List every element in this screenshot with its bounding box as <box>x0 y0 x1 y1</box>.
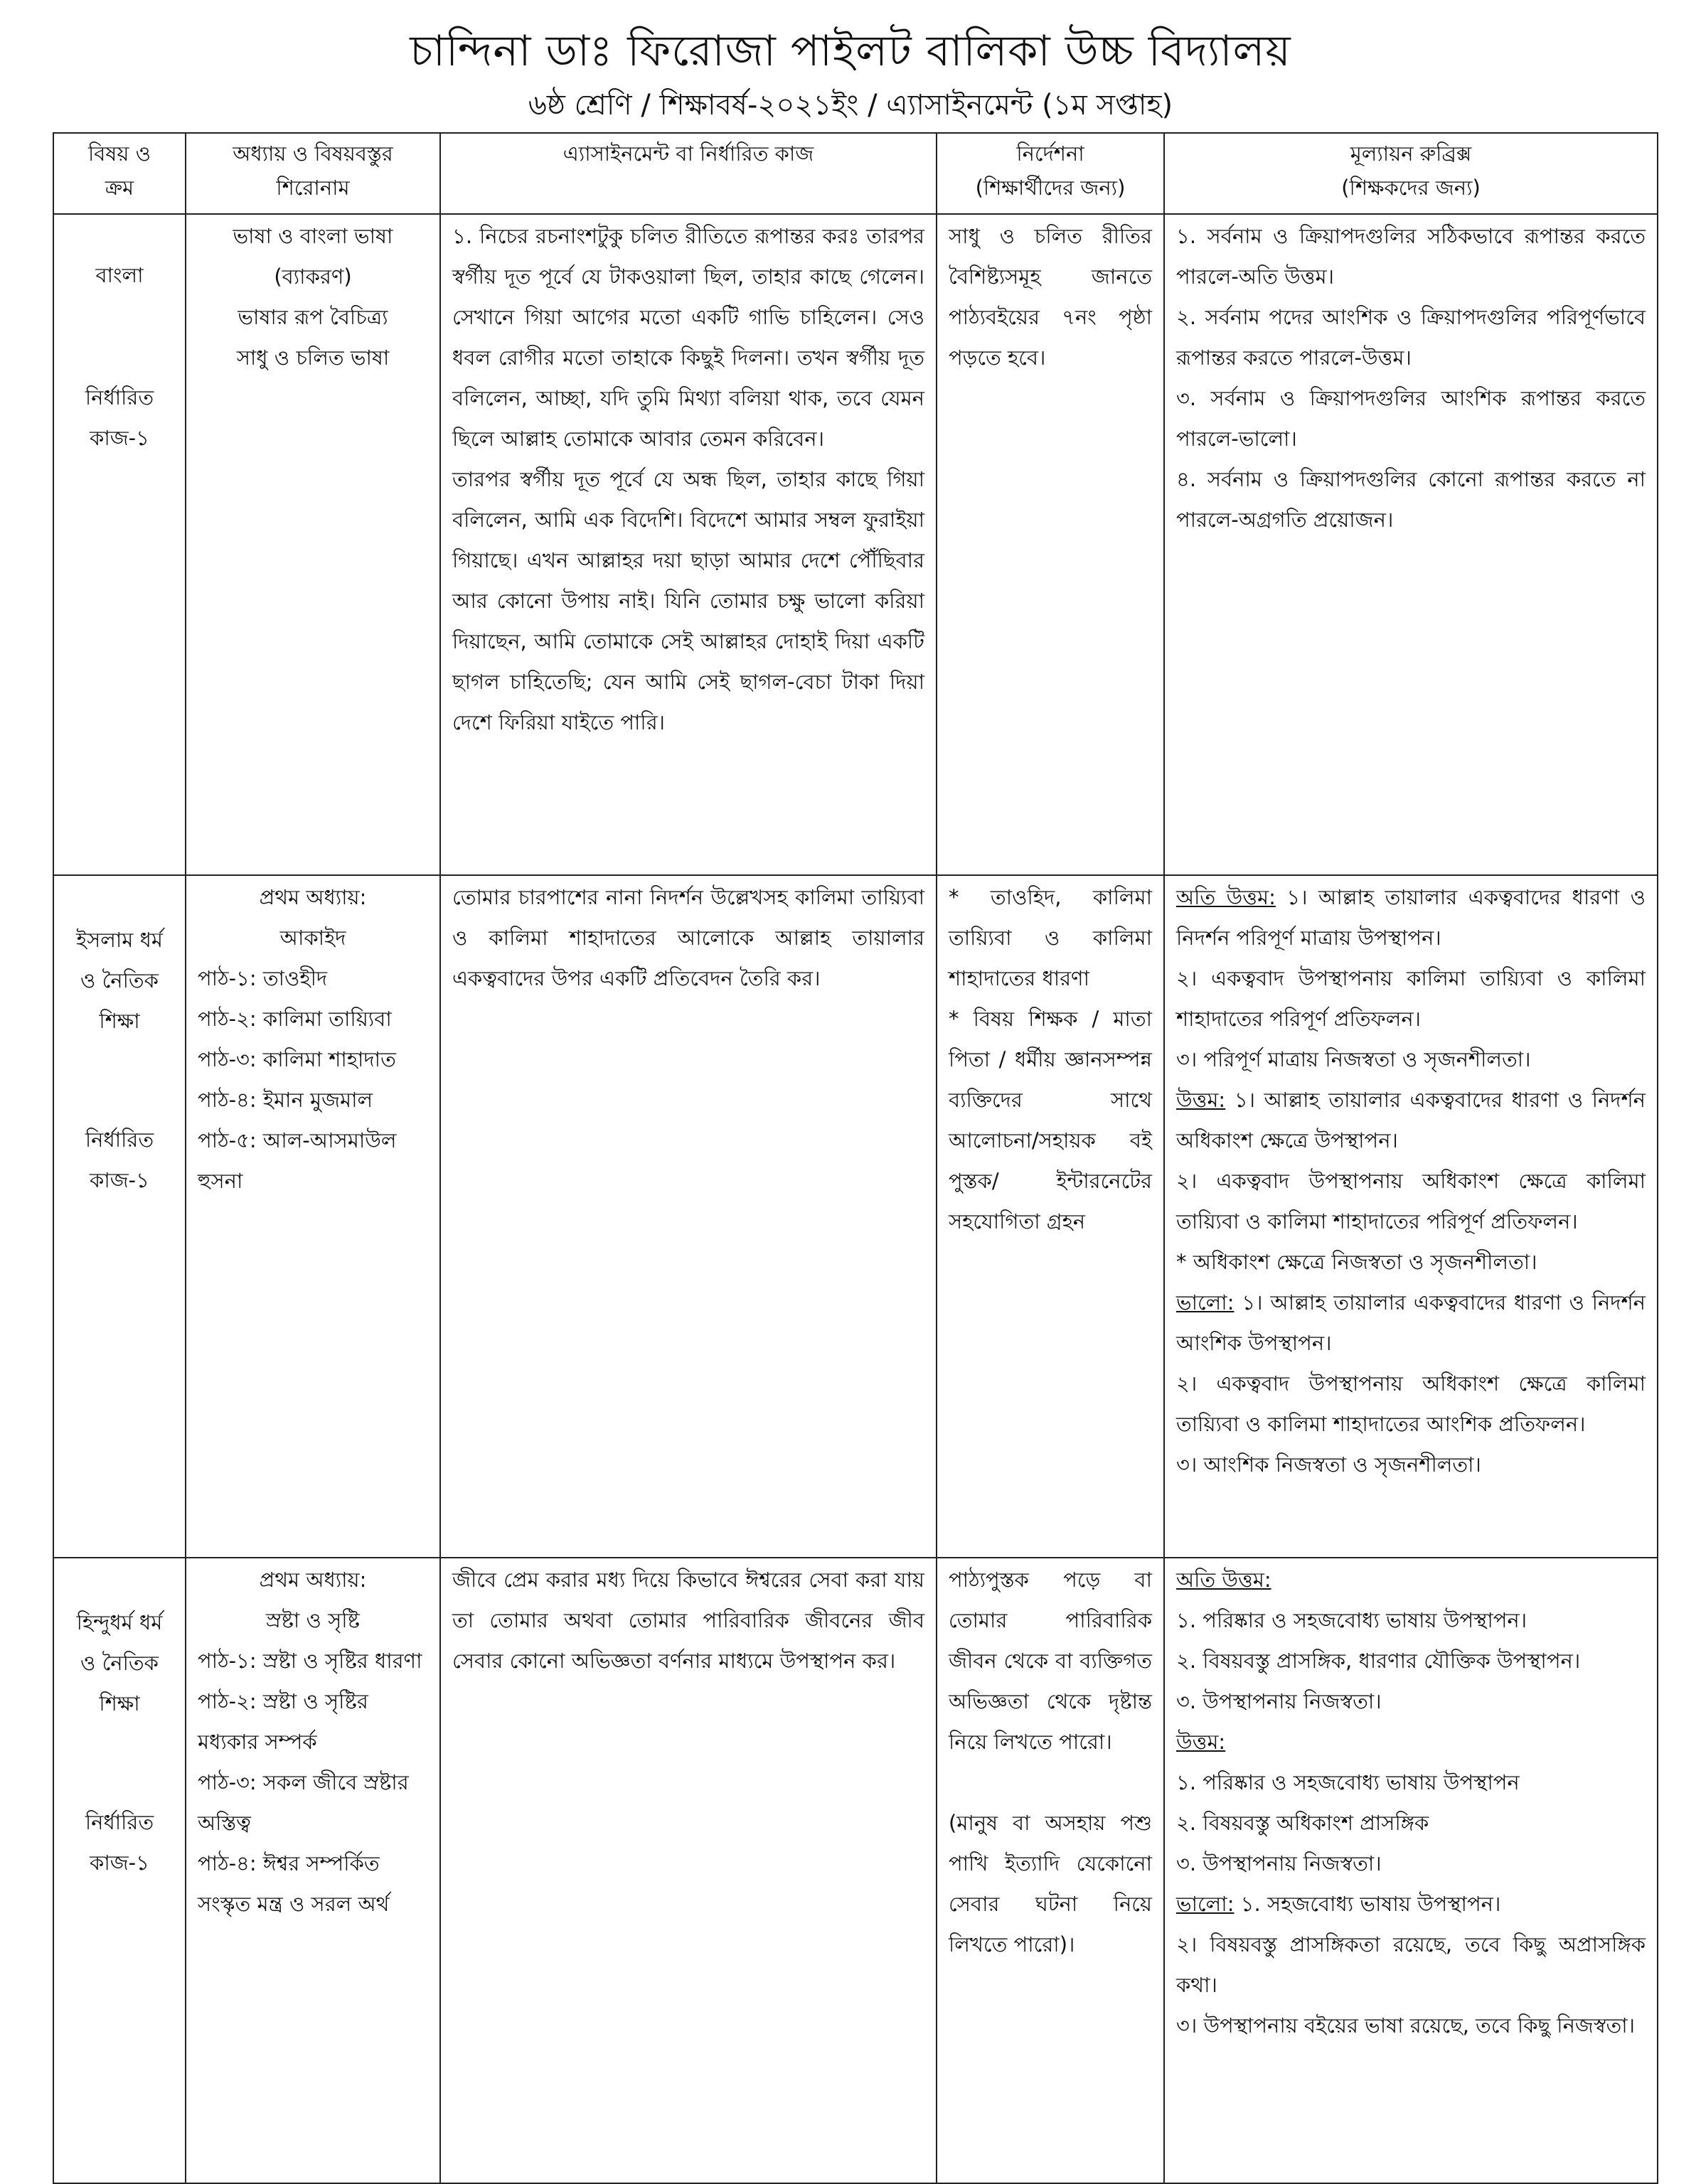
rubric-item: ৩. উপস্থাপনায় নিজস্বতা। <box>1176 1689 1382 1713</box>
chapter-heading: প্রথম অধ্যায়: <box>259 1568 367 1592</box>
table-row-hindu <box>53 1558 1658 2183</box>
task-paragraph: তারপর স্বর্গীয় দূত পূর্বে যে অন্ধ ছিল, তাহার কাছে গিয়া বলিলেন, আমি এক বিদেশি। বিদেশে আমার সম্বল ফুরাইয়া গিয়াছে। এখন আল্লাহর দয়া ছাড়া আমার দেশে পৌঁছিবার আর কোনো উপায় নাই। যিনি তোমার চক্ষু ভালো করিয়া দিয়াছেন, আমি তোমাকে সেই আল্লাহর দোহাই দিয়া একটি ছাগল চাহিতেছি; যেন আমি সেই ছাগল-বেচা টাকা দিয়া দেশে ফিরিয়া যাইতে পারি। <box>452 467 924 734</box>
chapter-cell <box>186 1558 440 2183</box>
chapter-line: (ব্যাকরণ) <box>274 264 352 289</box>
header-chapter-line: শিরোনাম <box>276 176 350 200</box>
header-task-line: এ্যাসাইনমেন্ট বা নির্ধারিত কাজ <box>562 141 814 166</box>
chapter-line: সাধু ও চলিত ভাষা <box>236 346 390 370</box>
task-label-line: নির্ধারিত <box>85 1810 154 1834</box>
instruction-text: সাধু ও চলিত রীতির বৈশিষ্ট্যসমূহ জানতে পাঠ্যবইয়ের ৭নং পৃষ্ঠা পড়তে হবে। <box>949 224 1152 370</box>
rubric-cell <box>1164 214 1658 875</box>
table-header-row <box>53 133 1658 214</box>
instruction-text: * বিষয় শিক্ষক / মাতা পিতা / ধর্মীয় জ্ঞানসম্পন্ন ব্যক্তিদের সাথে আলোচনা/সহায়ক বই পুস্তক/ ইন্টারনেটের সহযোগিতা গ্রহন <box>949 1007 1152 1233</box>
lesson-item: পাঠ-১: তাওহীদ <box>198 966 328 990</box>
subject-name-line: ও নৈতিক <box>80 1651 159 1675</box>
chapter-line: ভাষা ও বাংলা ভাষা <box>233 224 393 248</box>
rubric-item: ২। একত্ববাদ উপস্থাপনায় কালিমা তায়্যিবা ও কালিমা শাহাদাতের পরিপূর্ণ প্রতিফলন। <box>1176 966 1646 1031</box>
subject-name <box>65 920 174 1042</box>
subject-cell <box>53 214 186 875</box>
chapter-heading: স্রষ্টা ও সৃষ্টি <box>266 1608 360 1632</box>
rubric-level-label: উত্তম: <box>1176 1088 1226 1112</box>
rubric-text: ১। আল্লাহ তায়ালার একত্ববাদের ধারণা ও নিদর্শন অধিকাংশ ক্ষেত্রে উপস্থাপন। <box>1176 1088 1646 1152</box>
task-label <box>65 1802 174 1883</box>
rubric-cell <box>1164 875 1658 1558</box>
rubric-item: ২. বিষয়বস্তু প্রাসঙ্গিক, ধারণার যৌক্তিক উপস্থাপন। <box>1176 1649 1581 1673</box>
task-paragraph: জীবে প্রেম করার মধ্য দিয়ে কিভাবে ঈশ্বরের সেবা করা যায় তা তোমার অথবা তোমার পারিবারিক জীবনের জীব সেবার কোনো অভিজ্ঞতা বর্ণনার মাধ্যমে উপস্থাপন কর। <box>452 1568 924 1673</box>
assignment-table <box>53 132 1658 2184</box>
rubric-item: ২। বিষয়বস্তু প্রাসঙ্গিকতা রয়েছে, তবে কিছু অপ্রাসঙ্গিক কথা। <box>1176 1932 1646 1997</box>
header-chapter-line: অধ্যায় ও বিষয়বস্তুর <box>233 141 393 166</box>
table-row-islam <box>53 875 1658 1558</box>
instruction-cell <box>937 1558 1164 2183</box>
lesson-item: পাঠ-৩: সকল জীবে স্রষ্টার অস্তিত্ব <box>198 1770 409 1835</box>
chapter-cell <box>186 875 440 1558</box>
instruction-cell <box>937 875 1164 1558</box>
header-task <box>440 133 937 214</box>
rubric-item: ১. পরিষ্কার ও সহজবোধ্য ভাষায় উপস্থাপন <box>1176 1770 1520 1794</box>
header-instruction <box>937 133 1164 214</box>
lesson-item: পাঠ-২: স্রষ্টা ও সৃষ্টির মধ্যকার সম্পর্ক <box>198 1689 368 1754</box>
header-rubric-line: (শিক্ষকদের জন্য) <box>1341 176 1481 200</box>
task-label-line: কাজ-১ <box>90 1851 149 1875</box>
instruction-text: পাঠ্যপুস্তক পড়ে বা তোমার পারিবারিক জীবন থেকে বা ব্যক্তিগত অভিজ্ঞতা থেকে দৃষ্টান্ত নিয়ে লিখতে পারো। <box>949 1568 1152 1754</box>
header-subject-line: ক্রম <box>105 176 134 200</box>
rubric-item: ৪. সর্বনাম ও ক্রিয়াপদগুলির কোনো রূপান্তর করতে না পারলে-অগ্রগতি প্রয়োজন। <box>1176 467 1646 532</box>
rubric-level-label: ভালো: <box>1176 1290 1235 1315</box>
subject-name-line: শিক্ষা <box>99 1009 140 1033</box>
rubric-item: ৩। পরিপূর্ণ মাত্রায় নিজস্বতা ও সৃজনশীলতা। <box>1176 1047 1531 1071</box>
rubric-item <box>1176 1283 1646 1364</box>
task-label-line: কাজ-১ <box>90 426 149 450</box>
rubric-item: ৩। উপস্থাপনায় বইয়ের ভাষা রয়েছে, তবে কিছু নিজস্বতা। <box>1176 2013 1636 2038</box>
lesson-item: পাঠ-৪: ঈশ্বর সম্পর্কিত সংস্কৃত মন্ত্র ও সরল অর্থ <box>198 1851 390 1916</box>
task-label-line: নির্ধারিত <box>85 1128 154 1152</box>
instruction-text: * তাওহিদ, কালিমা তায়্যিবা ও কালিমা শাহাদাতের ধারণা <box>949 885 1152 990</box>
header-instruction-line: (শিক্ষার্থীদের জন্য) <box>975 176 1126 200</box>
subject-name-line: হিন্দুধর্ম ধর্ম <box>76 1610 163 1634</box>
header-rubric <box>1164 133 1658 214</box>
rubric-text: ১. সহজবোধ্য ভাষায় উপস্থাপন। <box>1234 1892 1501 1916</box>
rubric-item: ২। একত্ববাদ উপস্থাপনায় অধিকাংশ ক্ষেত্রে কালিমা তায়্যিবা ও কালিমা শাহাদাতের আংশিক প্রতিফলন। <box>1176 1371 1646 1436</box>
rubric-level-label: অতি উত্তম: <box>1176 1568 1271 1592</box>
rubric-text: ১। আল্লাহ তায়ালার একত্ববাদের ধারণা ও নিদর্শন আংশিক উপস্থাপন। <box>1176 1290 1646 1355</box>
subject-name-line: ইসলাম ধর্ম <box>76 928 163 952</box>
instruction-text: (মানুষ বা অসহায় পশু পাখি ইত্যাদি যেকোনো সেবার ঘটনা নিয়ে লিখতে পারো)। <box>949 1811 1152 1956</box>
rubric-item: ২. বিষয়বস্তু অধিকাংশ প্রাসঙ্গিক <box>1176 1811 1429 1835</box>
chapter-cell <box>186 214 440 875</box>
task-label <box>65 1120 174 1201</box>
lesson-item: পাঠ-৪: ইমান মুজমাল <box>198 1088 373 1112</box>
task-paragraph: ১. নিচের রচনাংশটুকু চলিত রীতিতে রূপান্তর করঃ তারপর স্বর্গীয় দূত পূর্বে যে টাকওয়ালা ছিল, তাহার কাছে গেলেন। সেখানে গিয়া আগের মতো একটি গাভি চাহিলেন। সেও ধবল রোগীর মতো তাহাকে কিছুই দিলনা। তখন স্বর্গীয় দূত বলিলেন, আচ্ছা, যদি তুমি মিথ্যা বলিয়া থাক, তবে যেমন ছিলে আল্লাহ তোমাকে আবার তেমন করিবেন। <box>452 224 924 451</box>
table-row-bangla <box>53 214 1658 875</box>
instruction-cell <box>937 214 1164 875</box>
rubric-level-label: অতি উত্তম: <box>1176 885 1276 909</box>
lesson-item: পাঠ-২: কালিমা তায়্যিবা <box>198 1007 392 1031</box>
rubric-item: ১. সর্বনাম ও ক্রিয়াপদগুলির সঠিকভাবে রূপান্তর করতে পারলে-অতি উত্তম। <box>1176 224 1646 289</box>
lesson-item: পাঠ-১: স্রষ্টা ও সৃষ্টির ধারণা <box>198 1649 422 1673</box>
rubric-item: ২। একত্ববাদ উপস্থাপনায় অধিকাংশ ক্ষেত্রে কালিমা তায়্যিবা ও কালিমা শাহাদাতের পরিপূর্ণ প্রতিফলন। <box>1176 1169 1646 1233</box>
lesson-item: পাঠ-৫: আল-আসমাউল হুসনা <box>198 1128 397 1193</box>
chapter-heading: আকাইদ <box>279 926 346 950</box>
rubric-item: ৩. সর্বনাম ও ক্রিয়াপদগুলির আংশিক রূপান্তর করতে পারলে-ভালো। <box>1176 386 1646 451</box>
rubric-item <box>1176 877 1646 958</box>
subject-cell <box>53 1558 186 2183</box>
rubric-cell <box>1164 1558 1658 2183</box>
chapter-line: ভাষার রূপ বৈচিত্র্য <box>238 305 388 329</box>
rubric-level-label: ভালো: <box>1176 1892 1235 1916</box>
rubric-item: ১. পরিষ্কার ও সহজবোধ্য ভাষায় উপস্থাপন। <box>1176 1608 1527 1632</box>
rubric-item <box>1176 1884 1646 1925</box>
rubric-item <box>1176 1080 1646 1161</box>
page-subtitle: ৬ষ্ঠ শ্রেণি / শিক্ষাবর্ষ-২০২১ইং / এ্যাসাইনমেন্ট (১ম সপ্তাহ) <box>528 89 1173 122</box>
subject-name-line: ও নৈতিক <box>80 968 159 992</box>
subject-cell <box>53 875 186 1558</box>
header-chapter <box>186 133 440 214</box>
header-subject <box>53 133 186 214</box>
task-label-line: কাজ-১ <box>90 1168 149 1192</box>
task-label-line: নির্ধারিত <box>85 385 154 410</box>
rubric-item: ২. সর্বনাম পদের আংশিক ও ক্রিয়াপদগুলির পরিপূর্ণভাবে রূপান্তর করতে পারলে-উত্তম। <box>1176 305 1646 370</box>
spacer <box>949 1762 1152 1803</box>
task-cell <box>440 1558 937 2183</box>
rubric-item: * অধিকাংশ ক্ষেত্রে নিজস্বতা ও সৃজনশীলতা। <box>1176 1250 1537 1274</box>
chapter-heading: প্রথম অধ্যায়: <box>259 885 367 909</box>
rubric-item: ৩। আংশিক নিজস্বতা ও সৃজনশীলতা। <box>1176 1452 1481 1477</box>
rubric-text: ১। আল্লাহ তায়ালার একত্ববাদের ধারণা ও নিদর্শন পরিপূর্ণ মাত্রায় উপস্থাপন। <box>1176 885 1646 950</box>
subject-name-line: শিক্ষা <box>99 1691 140 1715</box>
header-rubric-line: মূল্যায়ন রুব্রিক্স <box>1350 141 1472 166</box>
task-paragraph: তোমার চারপাশের নানা নিদর্শন উল্লেখসহ কালিমা তায়্যিবা ও কালিমা শাহাদাতের আলোকে আল্লাহ তায়ালার একত্ববাদের উপর একটি প্রতিবেদন তৈরি কর। <box>452 885 924 990</box>
rubric-level-label: উত্তম: <box>1176 1730 1226 1754</box>
header-instruction-line: নির্দেশনা <box>1016 141 1084 166</box>
subject-name: বাংলা <box>95 263 144 287</box>
subject-name <box>65 1602 174 1724</box>
rubric-item: ৩. উপস্থাপনায় নিজস্বতা। <box>1176 1851 1382 1875</box>
task-label <box>65 378 174 459</box>
page-title: চান্দিনা ডাঃ ফিরোজা পাইলট বালিকা উচ্চ বিদ্যালয় <box>410 26 1291 76</box>
header-subject-line: বিষয় ও <box>87 141 151 166</box>
lesson-item: পাঠ-৩: কালিমা শাহাদাত <box>198 1047 396 1071</box>
task-cell <box>440 214 937 875</box>
task-cell <box>440 875 937 1558</box>
